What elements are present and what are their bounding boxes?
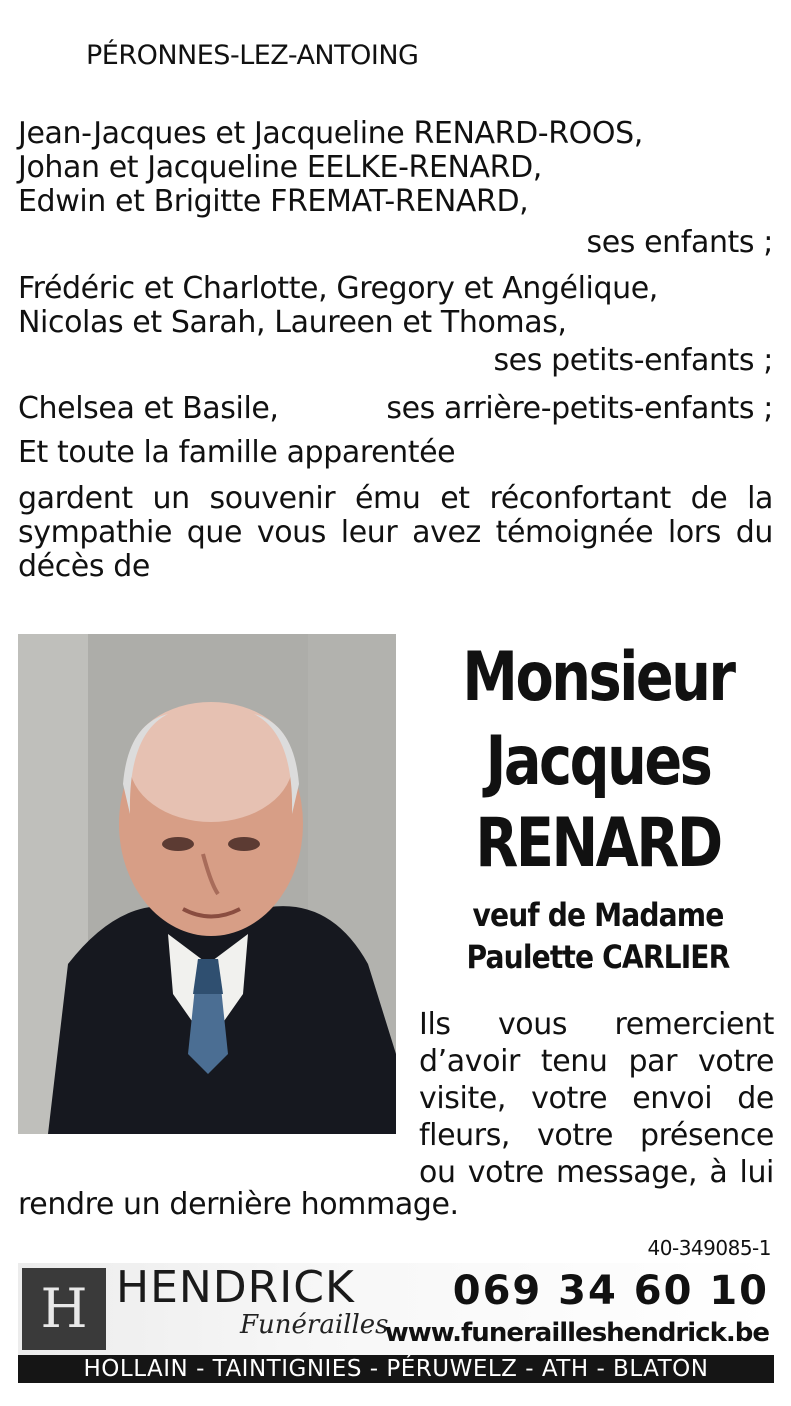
gratitude-message: gardent un souvenir ému et réconfortant de la sympathie que vous leur avez témoignée lors du décès de	[18, 481, 773, 584]
widow-line-2: Paulette CARLIER	[466, 938, 730, 976]
deceased-portrait	[18, 634, 396, 1134]
extended-family-line: Et toute la famille apparentée	[18, 435, 456, 470]
thanks-line-4: fleurs, votre présence	[419, 1118, 774, 1153]
children-relation-label: ses enfants ;	[586, 225, 773, 260]
great-grandchildren-relation-label: ses arrière-petits-enfants ;	[386, 391, 773, 426]
children-line-3: Edwin et Brigitte FREMAT-RENARD,	[18, 184, 529, 219]
funeral-home-locations: HOLLAIN - TAINTIGNIES - PÉRUWELZ - ATH - BLATON	[18, 1355, 774, 1383]
thanks-line-2: d’avoir tenu par votre	[419, 1044, 774, 1079]
thanks-line-3: visite, votre envoi de	[419, 1081, 774, 1116]
deceased-title: Monsieur	[462, 638, 734, 717]
funeral-home-subtitle: Funérailles	[240, 1310, 389, 1340]
thanks-line-5: ou votre message, à lui	[419, 1155, 774, 1190]
widow-line-1: veuf de Madame	[472, 896, 724, 934]
children-line-2: Johan et Jacqueline EELKE-RENARD,	[18, 150, 542, 185]
grandchildren-line-2: Nicolas et Sarah, Laureen et Thomas,	[18, 305, 567, 340]
thanks-last-line: rendre un dernière hommage.	[18, 1187, 459, 1222]
deceased-surname: RENARD	[475, 804, 721, 883]
reference-number: 40-349085-1	[647, 1236, 771, 1260]
funeral-home-name: HENDRICK	[116, 1262, 355, 1313]
village-heading: PÉRONNES-LEZ-ANTOING	[86, 40, 419, 71]
portrait-illustration	[18, 634, 396, 1134]
funeral-home-website: www.funerailleshendrick.be	[384, 1318, 769, 1348]
logo-letter: H	[40, 1277, 88, 1340]
deceased-first-name: Jacques	[485, 722, 711, 801]
grandchildren-line-1: Frédéric et Charlotte, Gregory et Angélique,	[18, 271, 658, 306]
funeral-home-phone: 069 34 60 10	[452, 1268, 769, 1314]
grandchildren-relation-label: ses petits-enfants ;	[493, 343, 773, 378]
thanks-paragraph	[419, 1006, 774, 1191]
children-line-1: Jean-Jacques et Jacqueline RENARD-ROOS,	[18, 116, 643, 151]
great-grandchildren-names: Chelsea et Basile,	[18, 391, 279, 426]
thanks-line-1: Ils vous remercient	[419, 1007, 774, 1042]
